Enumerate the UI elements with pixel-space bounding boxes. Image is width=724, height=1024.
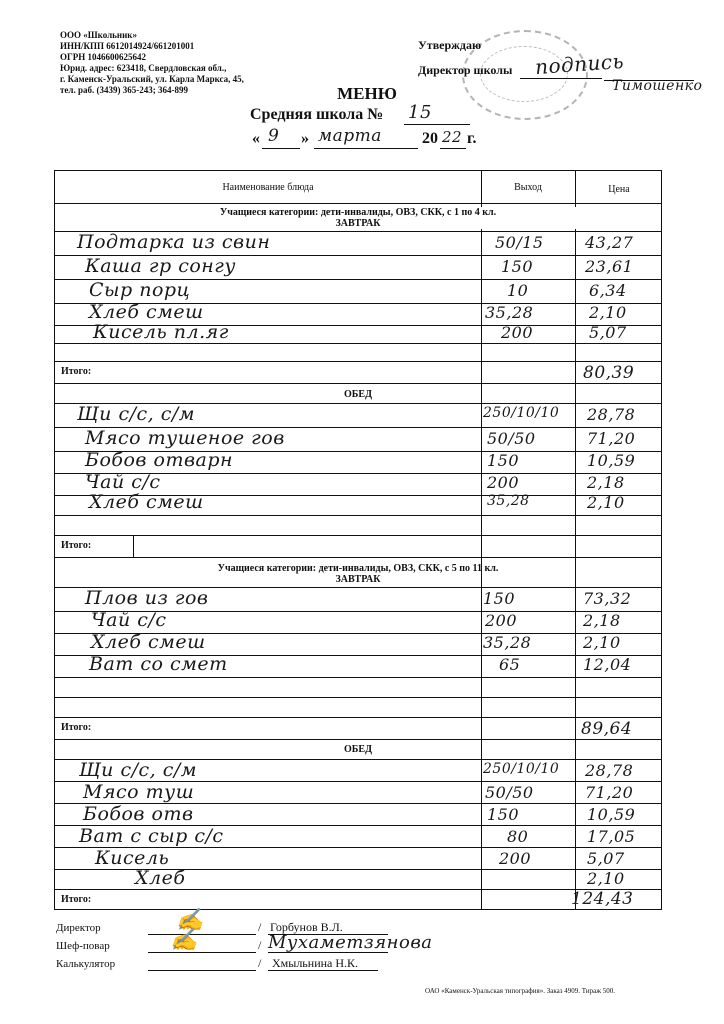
output-1-4: 35,28 (487, 493, 530, 509)
total-label-3: Итого: (61, 894, 92, 905)
total-0: 80,39 (583, 363, 635, 383)
section-meal-lunch-2: ОБЕД (344, 744, 372, 755)
dish-2-3: Ват со смет (89, 653, 228, 675)
approve-label: Утверждаю (418, 38, 482, 52)
price-1-0: 28,78 (587, 405, 636, 424)
year-prefix: 20 (422, 130, 438, 147)
price-3-4: 5,07 (587, 849, 625, 868)
date-month: марта (318, 126, 382, 146)
price-2-0: 73,32 (583, 589, 632, 608)
total-label-1: Итого: (61, 540, 92, 551)
dish-3-4: Кисель (95, 847, 170, 869)
printer-note: ОАО «Каменск-Уральская типография». Заказ 4909. Тираж 500. (425, 987, 616, 995)
chef-sign-label: Шеф-повар (56, 940, 110, 952)
price-3-1: 71,20 (585, 783, 634, 802)
price-0-1: 23,61 (585, 257, 634, 276)
price-2-1: 2,18 (583, 611, 621, 630)
price-0-4: 5,07 (589, 323, 627, 342)
price-3-0: 28,78 (585, 761, 634, 780)
price-2-2: 2,10 (583, 633, 621, 652)
company-address-2: г. Каменск-Уральский, ул. Карла Маркса, 45, (60, 74, 244, 84)
company-name: ООО «Школьник» (60, 30, 137, 40)
output-2-2: 35,28 (483, 633, 532, 652)
date-close-quote: » (301, 130, 309, 147)
section-meal-breakfast-2: ЗАВТРАК (335, 574, 381, 585)
output-3-2: 150 (487, 805, 520, 824)
total-3: 124,43 (571, 889, 634, 909)
section-category-5-11: Учащиеся категории: дети-инвалиды, ОВЗ, СКК, с 5 по 11 кл. (217, 563, 499, 574)
header-price: Цена (608, 184, 630, 195)
chef-name: Мухаметзянова (268, 932, 433, 953)
dish-3-3: Ват с сыр с/с (79, 825, 224, 847)
menu-table (54, 170, 662, 910)
dish-0-0: Подтарка из свин (77, 231, 271, 253)
price-2-3: 12,04 (583, 655, 632, 674)
school-number: 15 (408, 102, 432, 123)
dish-3-1: Мясо туш (83, 781, 195, 803)
date-day: 9 (268, 126, 280, 146)
dish-1-2: Бобов отварн (85, 449, 234, 471)
price-0-3: 2,10 (589, 303, 627, 322)
section-category-1-4: Учащиеся категории: дети-инвалиды, ОВЗ, СКК, с 1 по 4 кл. (55, 207, 661, 218)
price-1-2: 10,59 (587, 451, 636, 470)
output-1-0: 250/10/10 (483, 405, 560, 421)
total-2: 89,64 (581, 719, 633, 739)
price-1-4: 2,10 (587, 493, 625, 512)
dish-1-1: Мясо тушеное гов (85, 427, 285, 449)
price-1-3: 2,18 (587, 473, 625, 492)
director-signature-mark: ✍ (176, 908, 204, 933)
output-1-2: 150 (487, 451, 520, 470)
dish-1-4: Хлеб смеш (89, 491, 204, 513)
dish-0-1: Каша гр сонгу (85, 255, 236, 277)
output-0-4: 200 (501, 323, 534, 342)
output-0-1: 150 (501, 257, 534, 276)
company-address-1: Юрид. адрес: 623418, Свердловская обл., (60, 63, 227, 73)
output-0-3: 35,28 (485, 303, 534, 322)
calculator-name: Хмыльнина Н.К. (272, 956, 359, 970)
calculator-sign-label: Калькулятор (56, 958, 116, 970)
dish-0-2: Сыр порц (89, 279, 191, 301)
output-1-3: 200 (487, 473, 520, 492)
chef-signature-mark: ✍ (170, 928, 198, 953)
price-3-3: 17,05 (587, 827, 636, 846)
dish-0-3: Хлеб смеш (89, 301, 204, 323)
price-1-1: 71,20 (587, 429, 636, 448)
company-inn: ИНН/КПП 6612014924/661201001 (60, 41, 195, 51)
dish-0-4: Кисель пл.яг (93, 321, 229, 343)
dish-1-3: Чай с/с (85, 471, 161, 493)
output-1-1: 50/50 (487, 429, 536, 448)
price-0-2: 6,34 (589, 281, 627, 300)
dish-3-2: Бобов отв (83, 803, 194, 825)
director-sign-label: Директор (56, 922, 101, 934)
output-3-1: 50/50 (485, 783, 534, 802)
dish-2-0: Плов из гов (85, 587, 209, 609)
output-0-2: 10 (507, 281, 529, 300)
price-3-2: 10,59 (587, 805, 636, 824)
price-3-5: 2,10 (587, 869, 625, 888)
year-end: г. (467, 130, 477, 147)
output-2-0: 150 (483, 589, 516, 608)
price-0-0: 43,27 (585, 233, 634, 252)
output-0-0: 50/15 (495, 233, 544, 252)
output-3-3: 80 (507, 827, 529, 846)
section-meal-breakfast-1: ЗАВТРАК (55, 218, 661, 229)
director-signature: подпись (534, 48, 625, 80)
director-name: Горбунов В.Л. (270, 920, 343, 934)
dish-3-5: Хлеб (135, 867, 186, 889)
school-label: Средняя школа № (250, 106, 384, 123)
director-school-label: Директор школы (418, 63, 513, 77)
header-output: Выход (514, 182, 542, 193)
total-label-2: Итого: (61, 722, 92, 733)
year-suffix: 22 (442, 128, 463, 146)
total-label-0: Итого: (61, 366, 92, 377)
output-2-3: 65 (499, 655, 521, 674)
menu-title: МЕНЮ (337, 84, 397, 103)
output-2-1: 200 (485, 611, 518, 630)
company-phone: тел. раб. (3439) 365-243; 364-899 (60, 85, 188, 95)
dish-1-0: Щи с/с, с/м (77, 403, 196, 425)
header-dish: Наименование блюда (222, 182, 314, 193)
section-meal-lunch-1: ОБЕД (344, 389, 372, 400)
director-name-handwritten: Тимошенко (612, 78, 703, 94)
date-open-quote: « (252, 130, 260, 147)
dish-2-1: Чай с/с (91, 609, 167, 631)
output-3-0: 250/10/10 (483, 761, 560, 777)
dish-3-0: Щи с/с, с/м (79, 759, 198, 781)
company-ogrn: ОГРН 1046600625642 (60, 52, 146, 62)
dish-2-2: Хлеб смеш (91, 631, 206, 653)
output-3-4: 200 (499, 849, 532, 868)
